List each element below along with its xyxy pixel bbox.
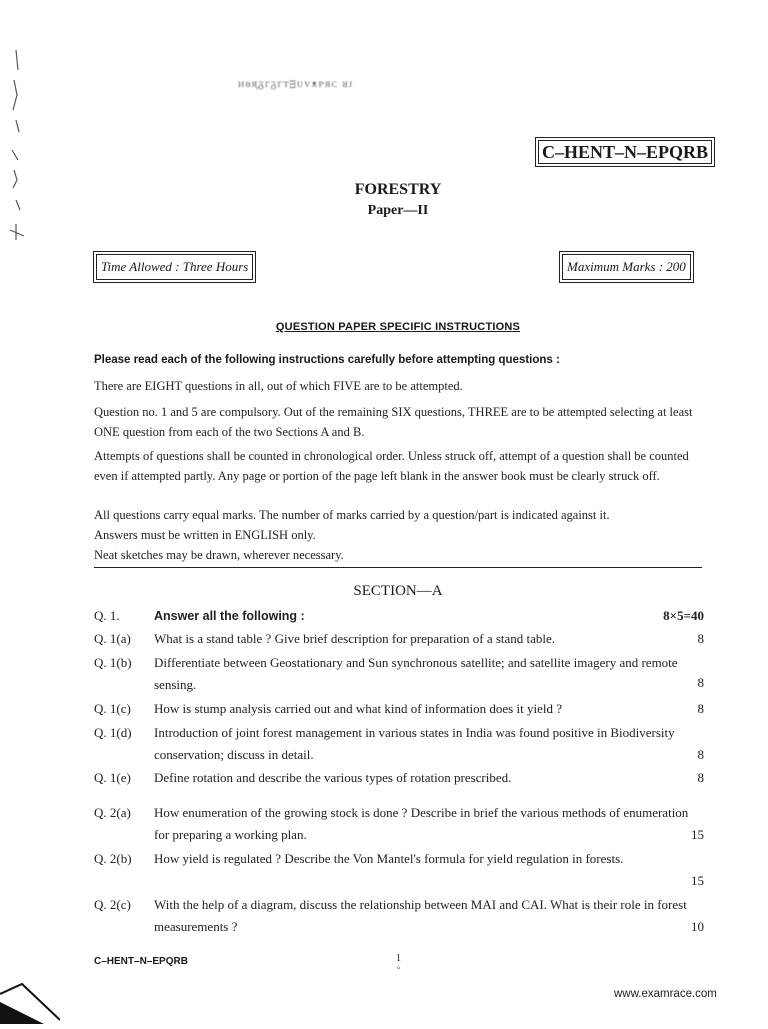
maximum-marks-box: Maximum Marks : 200 — [562, 254, 691, 280]
instruction-5: Answers must be written in ENGLISH only. — [94, 528, 316, 542]
scan-noise-icon — [4, 40, 30, 260]
question-marks: 8 — [697, 747, 704, 762]
instruction-6: Neat sketches may be drawn, wherever necessary. — [94, 548, 344, 562]
corner-arrow-icon — [0, 980, 60, 1029]
question-number: Q. 1(d) — [94, 725, 132, 740]
instruction-3: Attempts of questions shall be counted in chronological order. Unless struck off, attempt of a question shall be counted even if attempted partly. Any page or portion of the page left blank in the answer book must be clearly struck off. — [94, 449, 689, 483]
page-number — [396, 954, 401, 974]
website-link[interactable]: www.examrace.com — [614, 988, 717, 1000]
instructions-heading: QUESTION PAPER SPECIFIC INSTRUCTIONS — [275, 321, 521, 333]
question-marks: 8×5=40 — [663, 608, 704, 623]
question-number: Q. 1. — [94, 608, 120, 623]
question-text: How yield is regulated ? Describe the Von Mantel's formula for yield regulation in forests. — [154, 851, 624, 866]
page-number-value: 1 — [396, 953, 401, 964]
question-number: Q. 2(b) — [94, 851, 132, 866]
question-marks: 8 — [697, 701, 704, 716]
question-text: What is a stand table ? Give brief description for preparation of a stand table. — [154, 631, 556, 646]
question-1b — [94, 652, 704, 696]
question-2c — [94, 894, 704, 938]
paper-number: Paper—II — [367, 203, 429, 218]
question-2a — [94, 802, 704, 846]
question-marks: 8 — [697, 675, 704, 690]
question-marks: 15 — [691, 827, 704, 842]
instruction-2: Question no. 1 and 5 are compulsory. Out of the remaining SIX questions, THREE are to be attempted selecting at least ONE question from each of the two Sections A and B. — [94, 405, 693, 439]
question-text: Introduction of joint forest management in various states in India was found positive in Biodiversity conservation; discuss in detail. — [154, 725, 675, 762]
question-marks: 8 — [697, 770, 704, 785]
page-circle-icon: ◦ — [396, 963, 401, 974]
question-text: Differentiate between Geostationary and Sun synchronous satellite; and satellite imagery and remote sensing. — [154, 655, 678, 692]
smudged-header-text: ᴎᴕᴙ᷊ᵹᴦᵹᴦᴛᴟᴜᴠᴥᴘᴙᴄ ᴚᴊ — [238, 76, 354, 90]
question-number: Q. 2(a) — [94, 805, 131, 820]
question-text: How enumeration of the growing stock is done ? Describe in brief the various methods of enumeration for preparing a working plan. — [154, 805, 689, 842]
subject-title: FORESTRY — [354, 181, 442, 198]
instruction-1: There are EIGHT questions in all, out of which FIVE are to be attempted. — [94, 379, 463, 393]
question-text: How is stump analysis carried out and what kind of information does it yield ? — [154, 701, 562, 716]
instructions-lead: Please read each of the following instructions carefully before attempting questions : — [94, 354, 560, 366]
question-text: Define rotation and describe the various types of rotation prescribed. — [154, 770, 512, 785]
footer-paper-code: C–HENT–N–EPQRB — [94, 956, 188, 967]
paper-code-box: C–HENT–N–EPQRB — [538, 140, 712, 164]
question-marks: 8 — [697, 631, 704, 646]
question-number: Q. 1(b) — [94, 655, 132, 670]
question-number: Q. 1(e) — [94, 770, 131, 785]
question-number: Q. 1(a) — [94, 631, 131, 646]
question-1e — [94, 767, 704, 789]
question-marks: 15 — [691, 873, 704, 888]
question-1-heading — [94, 605, 704, 627]
question-1a — [94, 628, 704, 650]
question-marks: 10 — [691, 919, 704, 934]
section-title: SECTION—A — [353, 583, 443, 599]
question-1c — [94, 698, 704, 720]
question-1d — [94, 722, 704, 766]
question-2b — [94, 848, 704, 888]
question-text: Answer all the following : — [154, 609, 305, 623]
question-text: With the help of a diagram, discuss the relationship between MAI and CAI. What is their role in forest measurements ? — [154, 897, 687, 934]
instruction-4: All questions carry equal marks. The number of marks carried by a question/part is indicated against it. — [94, 508, 610, 522]
time-allowed-box: Time Allowed : Three Hours — [96, 254, 253, 280]
question-number: Q. 1(c) — [94, 701, 131, 716]
section-divider — [94, 567, 702, 568]
margin-scan-marks — [4, 40, 30, 260]
question-number: Q. 2(c) — [94, 897, 131, 912]
